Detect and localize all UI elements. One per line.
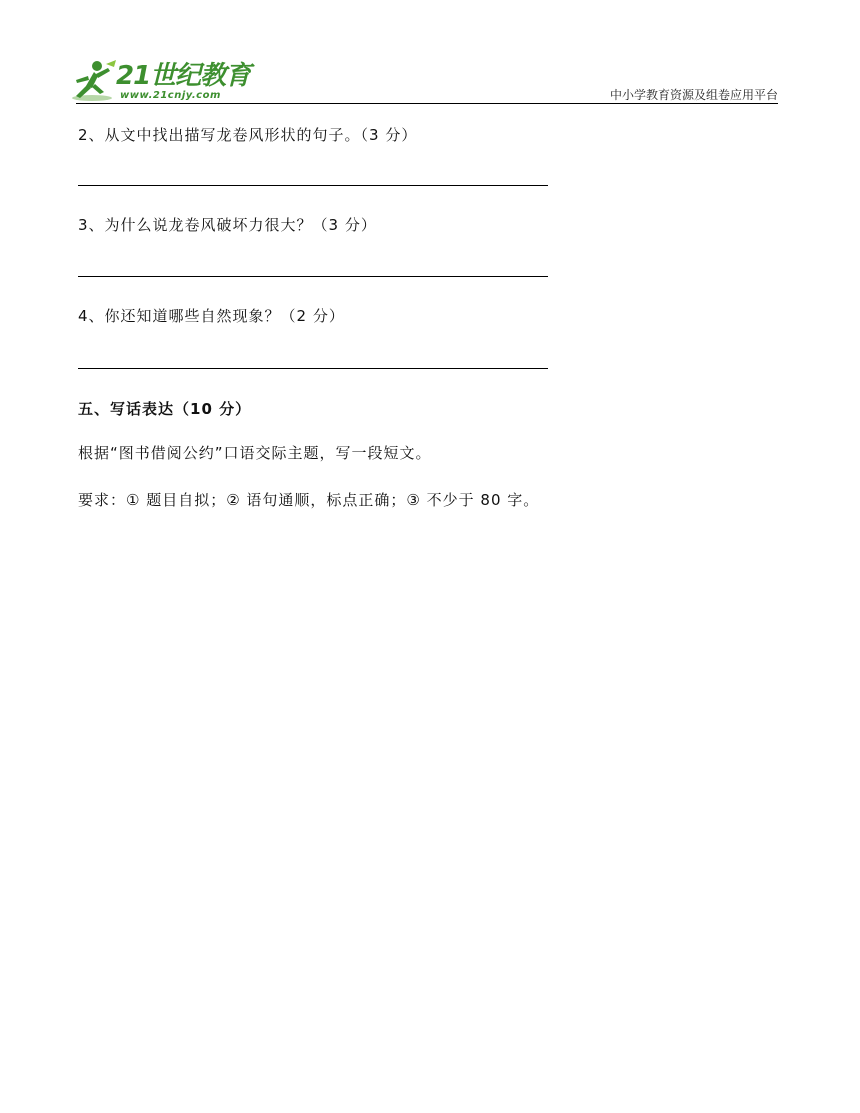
site-logo [70, 58, 251, 106]
answer-line-4[interactable] [78, 368, 548, 369]
logo-url: www.21cnjy.com [120, 90, 221, 101]
page-header [0, 0, 860, 108]
question-3: 3、为什么说龙卷风破坏力很大？（3 分） [78, 216, 377, 234]
answer-line-2[interactable] [78, 185, 548, 186]
platform-name: 中小学教育资源及组卷应用平台 [609, 88, 778, 102]
header-divider [76, 103, 778, 104]
question-2: 2、从文中找出描写龙卷风形状的句子。（3 分） [78, 126, 418, 144]
writing-prompt: 根据“图书借阅公约”口语交际主题，写一段短文。 [78, 444, 432, 462]
writing-requirements: 要求：① 题目自拟；② 语句通顺，标点正确；③ 不少于 80 字。 [78, 491, 540, 509]
section-5-title: 五、写话表达（10 分） [78, 400, 252, 418]
running-person-logo-icon [70, 58, 118, 104]
question-4: 4、你还知道哪些自然现象？（2 分） [78, 307, 345, 325]
answer-line-3[interactable] [78, 276, 548, 277]
logo-wordmark: 21世纪教育 [116, 61, 251, 91]
